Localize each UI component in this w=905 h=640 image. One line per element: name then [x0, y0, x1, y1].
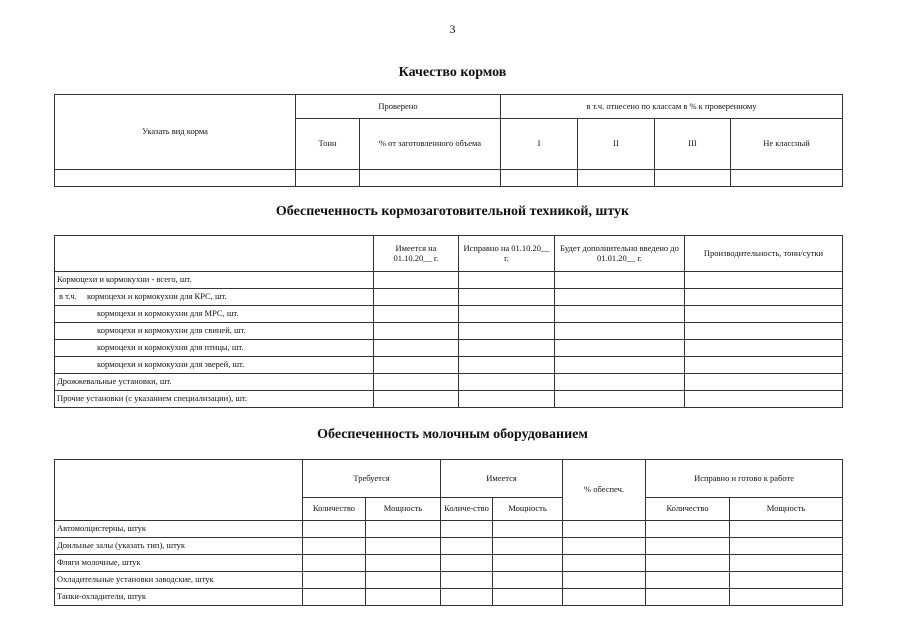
col-have: Имеется на 01.10.20__ г. [374, 236, 459, 272]
col-pct-harvested: % от заготовленного объема [360, 119, 501, 170]
input-cell[interactable] [493, 538, 563, 555]
feed-quality-table [54, 94, 843, 187]
col-required-qty: Количество [303, 498, 366, 521]
input-cell[interactable] [578, 170, 655, 187]
incl-prefix: в т.ч. [59, 291, 77, 302]
row-label: кормоцехи и кормокухни для зверей, шт. [55, 357, 374, 374]
col-classes: в т.ч. отнесено по классам в % к проверенному [501, 95, 843, 119]
input-cell[interactable] [730, 538, 843, 555]
input-cell[interactable] [555, 357, 685, 374]
input-cell[interactable] [366, 589, 441, 606]
input-cell[interactable] [374, 357, 459, 374]
input-cell[interactable] [685, 340, 843, 357]
col-ready-power: Мощность [730, 498, 843, 521]
input-cell[interactable] [459, 272, 555, 289]
input-cell[interactable] [459, 374, 555, 391]
input-cell[interactable] [303, 572, 366, 589]
input-cell[interactable] [685, 289, 843, 306]
table-row [55, 323, 843, 340]
input-cell[interactable] [296, 170, 360, 187]
input-cell[interactable] [555, 272, 685, 289]
table-row [55, 572, 843, 589]
row-label: Прочие установки (с указанием специализации), шт. [55, 391, 374, 408]
col-class-2: II [578, 119, 655, 170]
feed-equipment-title: Обеспеченность кормозаготовительной техникой, штук [275, 204, 630, 219]
input-cell[interactable] [685, 306, 843, 323]
input-cell[interactable] [563, 538, 646, 555]
input-cell[interactable] [303, 589, 366, 606]
input-cell[interactable] [646, 589, 730, 606]
input-cell[interactable] [685, 391, 843, 408]
input-cell[interactable] [366, 521, 441, 538]
input-cell[interactable] [493, 521, 563, 538]
input-cell[interactable] [685, 272, 843, 289]
dairy-equipment-table [54, 459, 843, 606]
col-capacity: Производительность, тонн/сутки [685, 236, 843, 272]
col-checked: Проверено [296, 95, 501, 119]
table-row [55, 340, 843, 357]
input-cell[interactable] [303, 521, 366, 538]
input-cell[interactable] [374, 391, 459, 408]
header-blank [55, 460, 303, 521]
input-cell[interactable] [555, 306, 685, 323]
row-label [55, 289, 374, 306]
feed-quality-title: Качество кормов [398, 65, 507, 80]
table-row [55, 521, 843, 538]
col-available: Имеется [441, 460, 563, 498]
table-row [55, 357, 843, 374]
input-cell[interactable] [374, 374, 459, 391]
col-working: Исправно на 01.10.20__ г. [459, 236, 555, 272]
input-cell[interactable] [360, 170, 501, 187]
col-additional: Будет дополнительно введено до 01.01.20__ г. [555, 236, 685, 272]
input-cell[interactable] [374, 340, 459, 357]
input-cell[interactable] [441, 538, 493, 555]
input-cell[interactable] [55, 170, 296, 187]
input-cell[interactable] [646, 538, 730, 555]
input-cell[interactable] [563, 555, 646, 572]
col-feed-type: Указать вид корма [55, 95, 296, 170]
col-available-qty: Количе-ство [441, 498, 493, 521]
input-cell[interactable] [303, 555, 366, 572]
col-ready: Исправно и готово к работе [646, 460, 843, 498]
table-row [55, 391, 843, 408]
input-cell[interactable] [459, 289, 555, 306]
row-label: Фляги молочные, штук [55, 555, 303, 572]
input-cell[interactable] [685, 357, 843, 374]
input-cell[interactable] [459, 340, 555, 357]
input-cell[interactable] [459, 357, 555, 374]
input-cell[interactable] [555, 289, 685, 306]
table-row [55, 589, 843, 606]
col-class-1: I [501, 119, 578, 170]
input-cell[interactable] [555, 323, 685, 340]
row-label: Дрожжевальные установки, шт. [55, 374, 374, 391]
input-cell[interactable] [563, 589, 646, 606]
input-cell[interactable] [374, 289, 459, 306]
row-label: Кормоцехи и кормокухни - всего, шт. [55, 272, 374, 289]
input-cell[interactable] [555, 391, 685, 408]
input-cell[interactable] [730, 572, 843, 589]
input-cell[interactable] [646, 555, 730, 572]
row-label: Танки-охладители, штук [55, 589, 303, 606]
input-cell[interactable] [366, 572, 441, 589]
table-row [55, 289, 843, 306]
table-row [55, 538, 843, 555]
row-label: кормоцехи и кормокухни для свиней, шт. [55, 323, 374, 340]
input-cell[interactable] [646, 572, 730, 589]
input-cell[interactable] [501, 170, 578, 187]
page-number: 3 [449, 22, 456, 36]
input-cell[interactable] [730, 521, 843, 538]
input-cell[interactable] [441, 572, 493, 589]
input-cell[interactable] [374, 323, 459, 340]
input-cell[interactable] [731, 170, 843, 187]
input-cell[interactable] [730, 589, 843, 606]
dairy-equipment-title: Обеспеченность молочным оборудованием [317, 427, 588, 442]
input-cell[interactable] [441, 589, 493, 606]
col-non-class: Не классный [731, 119, 843, 170]
input-cell[interactable] [493, 589, 563, 606]
col-class-3: III [655, 119, 731, 170]
input-cell[interactable] [303, 538, 366, 555]
input-cell[interactable] [563, 572, 646, 589]
header-blank [55, 236, 374, 272]
input-cell[interactable] [366, 555, 441, 572]
input-cell[interactable] [459, 306, 555, 323]
input-cell[interactable] [655, 170, 731, 187]
table-row [55, 374, 843, 391]
col-required-power: Мощность [366, 498, 441, 521]
table-row [55, 555, 843, 572]
input-cell[interactable] [459, 323, 555, 340]
col-required: Требуется [303, 460, 441, 498]
row-label: кормоцехи и кормокухни для МРС, шт. [55, 306, 374, 323]
input-cell[interactable] [374, 272, 459, 289]
col-pct-provision: % обеспеч. [563, 460, 646, 521]
input-cell[interactable] [646, 521, 730, 538]
col-available-power: Мощность [493, 498, 563, 521]
input-cell[interactable] [459, 391, 555, 408]
input-cell[interactable] [730, 555, 843, 572]
input-cell[interactable] [685, 323, 843, 340]
table-row [55, 306, 843, 323]
row-label: Охладительные установки заводские, штук [55, 572, 303, 589]
input-cell[interactable] [555, 374, 685, 391]
input-cell[interactable] [555, 340, 685, 357]
input-cell[interactable] [441, 521, 493, 538]
table-row [55, 272, 843, 289]
row-label: Автомолцистерны, штук [55, 521, 303, 538]
input-cell[interactable] [493, 555, 563, 572]
input-cell[interactable] [493, 572, 563, 589]
feed-equipment-table [54, 235, 843, 408]
col-ready-qty: Количество [646, 498, 730, 521]
row-label-text: кормоцехи и кормокухни для КРС, шт. [87, 291, 227, 302]
row-label: Доильные залы (указать тип), штук [55, 538, 303, 555]
input-cell[interactable] [374, 306, 459, 323]
input-cell[interactable] [563, 521, 646, 538]
input-cell[interactable] [366, 538, 441, 555]
input-cell[interactable] [685, 374, 843, 391]
row-label: кормоцехи и кормокухни для птицы, шт. [55, 340, 374, 357]
col-tons: Тонн [296, 119, 360, 170]
table-row [55, 170, 843, 187]
input-cell[interactable] [441, 555, 493, 572]
